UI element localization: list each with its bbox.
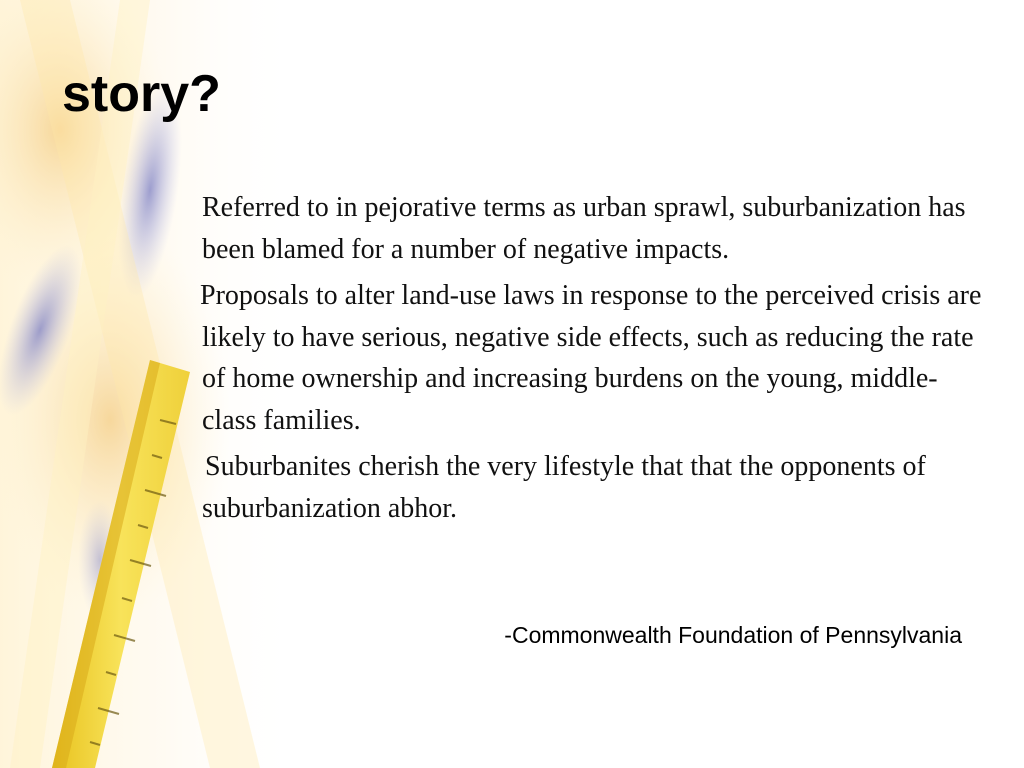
quote-attribution: -Commonwealth Foundation of Pennsylvania [504, 622, 962, 648]
slide-body [202, 187, 982, 534]
body-paragraph: Referred to in pejorative terms as urban sprawl, suburbanization has been blamed for a number of negative impacts. [202, 192, 966, 265]
body-paragraph: Proposals to alter land-use laws in response to the perceived crisis are likely to have serious, negative side effects, such as reducing the rate of home ownership and increasing burdens on the young, middle-class families. [200, 280, 982, 436]
body-paragraph: Suburbanites cherish the very lifestyle that that the opponents of suburbanization abhor. [202, 451, 926, 524]
slide-title: story? [62, 65, 221, 123]
